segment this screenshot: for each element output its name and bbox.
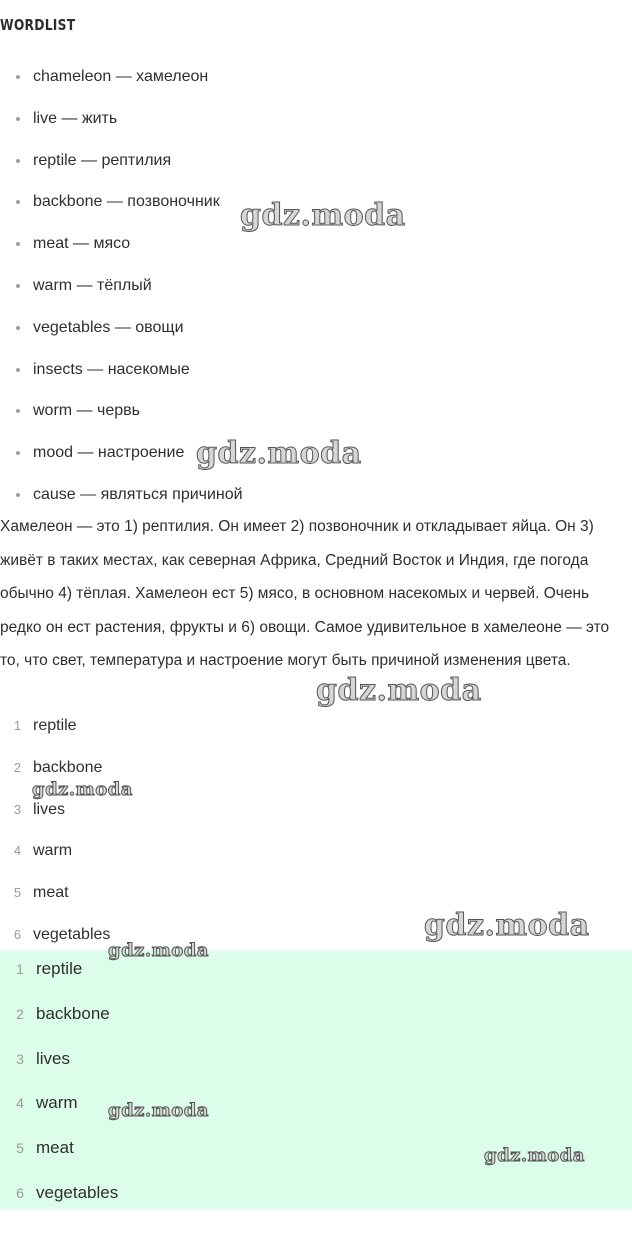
answer-number: 2 bbox=[13, 759, 22, 775]
watermark: gdz.moda bbox=[32, 779, 133, 800]
answer-text: reptile bbox=[33, 717, 77, 734]
list-item: insects — насекомые bbox=[0, 349, 243, 391]
solution-text: reptile bbox=[36, 959, 83, 978]
answer-number: 5 bbox=[13, 885, 22, 901]
wordlist bbox=[0, 56, 243, 516]
answer-text: vegetables bbox=[33, 925, 111, 943]
solution-text: meat bbox=[36, 1138, 74, 1158]
list-item: cause — являться причиной bbox=[0, 474, 243, 516]
list-item: live — жить bbox=[0, 98, 243, 140]
solution-number: 4 bbox=[16, 1095, 24, 1112]
answer-text: backbone bbox=[33, 758, 103, 776]
watermark: gdz.moda bbox=[316, 673, 482, 708]
answer-number: 6 bbox=[13, 926, 22, 942]
list-item: vegetables — овощи bbox=[0, 307, 243, 349]
watermark: gdz.moda bbox=[424, 908, 590, 943]
solution-number: 2 bbox=[16, 1005, 24, 1022]
watermark: gdz.moda bbox=[108, 940, 209, 961]
answer-item bbox=[0, 789, 110, 831]
solution-number: 1 bbox=[16, 961, 24, 977]
solution-number: 6 bbox=[16, 1184, 24, 1201]
solution-item bbox=[0, 1084, 632, 1129]
list-item: meat — мясо bbox=[0, 223, 243, 265]
list-item: mood — настроение bbox=[0, 432, 243, 474]
solution-item bbox=[0, 950, 632, 995]
watermark: gdz.moda bbox=[196, 436, 362, 471]
answer-item bbox=[0, 830, 110, 872]
answer-item bbox=[0, 747, 110, 789]
watermark: gdz.moda bbox=[484, 1145, 585, 1166]
solution-number: 3 bbox=[16, 1050, 24, 1067]
list-item: warm — тёплый bbox=[0, 265, 243, 307]
watermark: gdz.moda bbox=[240, 198, 406, 233]
solution-text: lives bbox=[36, 1048, 71, 1068]
solution-list bbox=[0, 950, 632, 1219]
answer-text: meat bbox=[33, 884, 69, 902]
answers-list bbox=[0, 705, 110, 956]
solution-item bbox=[0, 1129, 632, 1174]
solution-text: vegetables bbox=[36, 1182, 119, 1202]
answer-text: warm bbox=[33, 842, 73, 860]
list-item: chameleon — хамелеон bbox=[0, 56, 243, 98]
list-item: backbone — позвоночник bbox=[0, 181, 243, 223]
solution-text: warm bbox=[36, 1093, 78, 1113]
answer-text: lives bbox=[33, 800, 66, 818]
list-item: reptile — рептилия bbox=[0, 140, 243, 182]
solution-item bbox=[0, 1174, 632, 1219]
wordlist-heading: WORDLIST bbox=[0, 16, 76, 34]
answer-item bbox=[0, 872, 110, 914]
solution-item bbox=[0, 1040, 632, 1085]
solution-item bbox=[0, 995, 632, 1040]
translation-paragraph: Хамелеон — это 1) рептилия. Он имеет 2) позвоночник и откладывает яйца. Он 3) живёт в таких местах, как северная Африка, Средний Восток и Индия, где погода обычно 4) тёплая. Хамелеон ест 5) мясо, в основном насекомых и червей. Очень редко он ест растения, фрукты и 6) овощи. Самое удивительное в хамелеоне — это то, что свет, температура и настроение могут быть причиной изменения цвета. bbox=[0, 518, 610, 670]
solution-text: backbone bbox=[36, 1003, 110, 1023]
answer-item bbox=[0, 705, 110, 747]
solution-number: 5 bbox=[16, 1140, 24, 1157]
watermark: gdz.moda bbox=[108, 1100, 209, 1121]
answer-number: 4 bbox=[13, 843, 22, 859]
answer-number: 1 bbox=[13, 718, 22, 733]
answer-number: 3 bbox=[13, 801, 22, 817]
list-item: worm — червь bbox=[0, 390, 243, 432]
solution-block bbox=[0, 950, 632, 1210]
